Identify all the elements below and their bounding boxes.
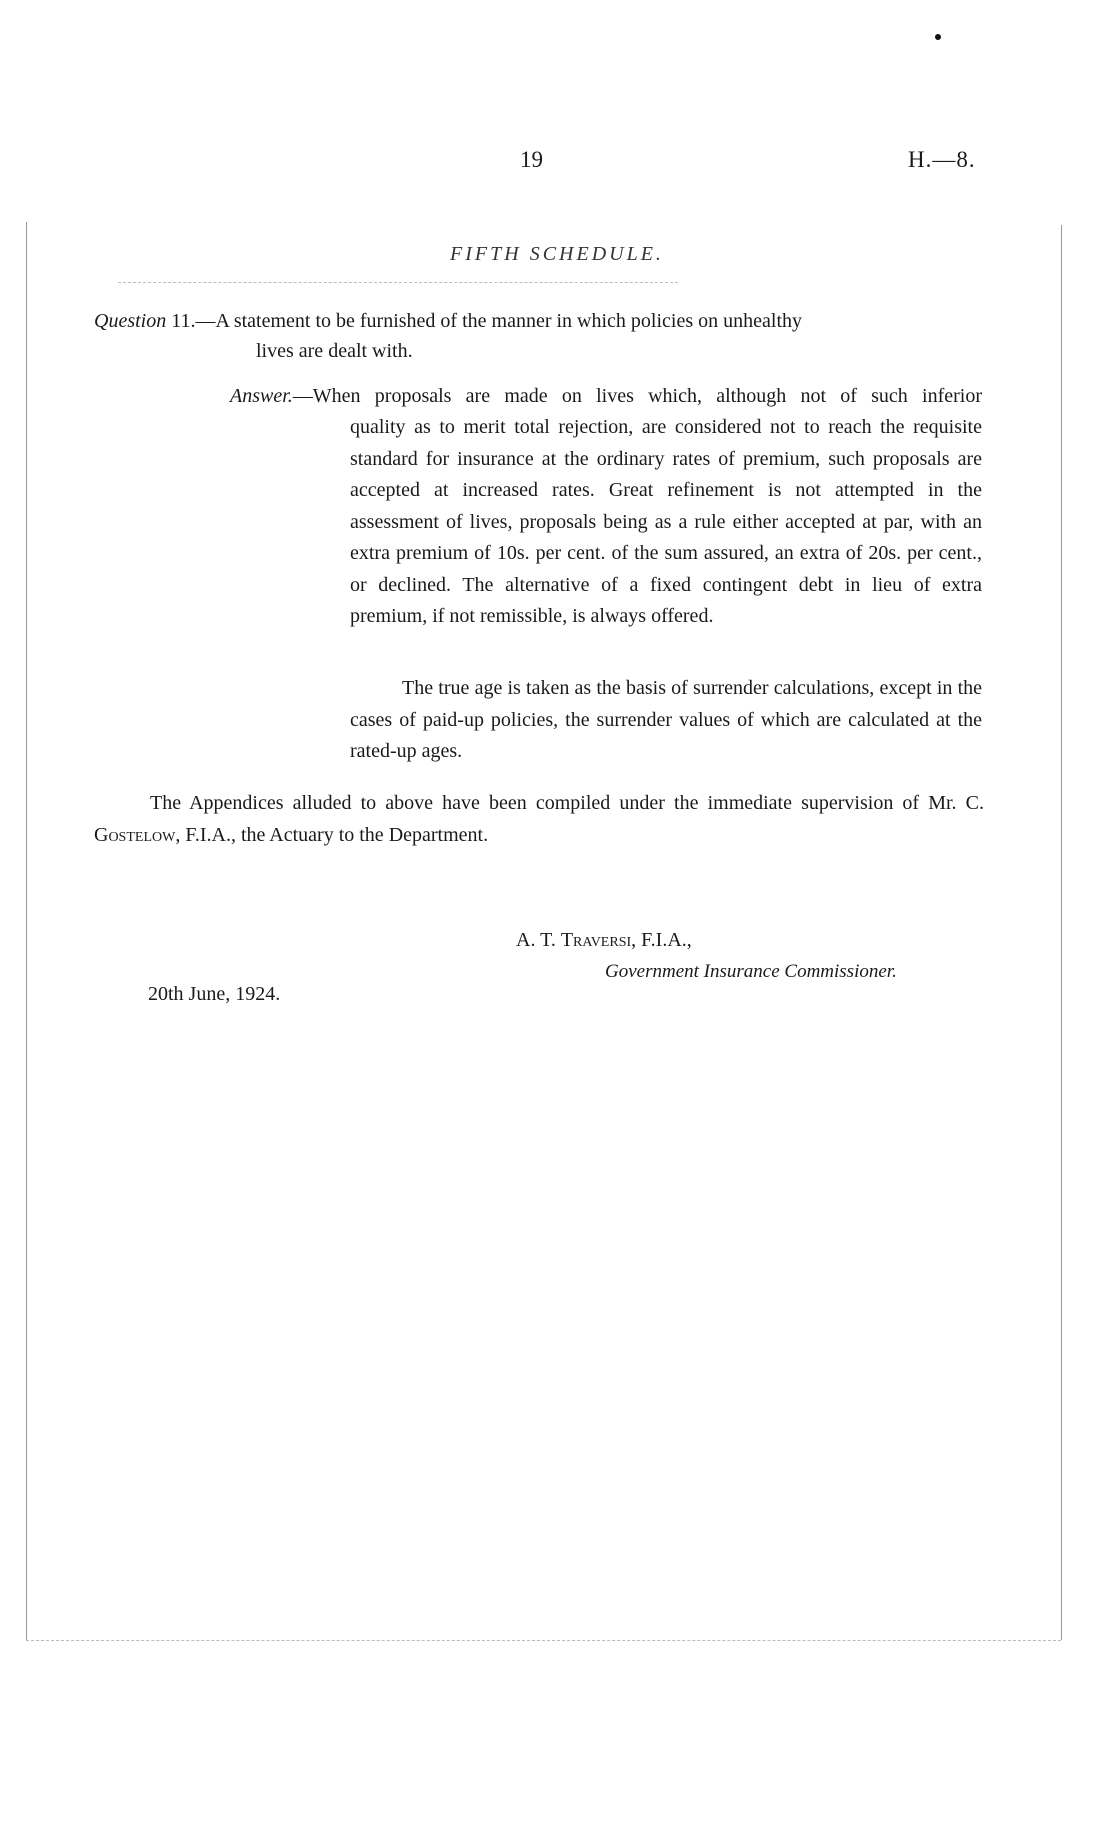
- page-number: 19: [520, 147, 543, 172]
- left-margin-rule: [26, 222, 27, 1640]
- question-first-line: [94, 306, 984, 336]
- signatory-suffix: , F.I.A.,: [631, 929, 692, 951]
- actuary-name: Gostelow: [94, 823, 176, 846]
- signatory-title: Government Insurance Commissioner.: [605, 961, 897, 982]
- answer-first-line: [230, 381, 982, 413]
- question-block: [94, 306, 984, 366]
- appendix-note: [94, 788, 984, 851]
- document-date: 20th June, 1924.: [148, 983, 281, 1005]
- title-underline-rule: [118, 282, 678, 283]
- question-text-line1: —A statement to be furnished of the manner in which policies on unhealthy: [195, 310, 803, 332]
- document-reference: H.—8.: [908, 147, 976, 172]
- answer-label: Answer.: [230, 385, 293, 407]
- signatory-name: [516, 929, 692, 952]
- question-label: Question: [94, 310, 167, 332]
- signatory-surname: Traversi: [560, 929, 632, 951]
- signatory-initials: A. T.: [516, 929, 561, 951]
- stray-ink-dot: [935, 34, 941, 40]
- answer-body: quality as to merit total rejection, are considered not to reach the requisite standard for insurance at the ordinary rates of premium, such proposals are accepted at increased rates. Great refinement is not attempted in the assessment of lives, proposals being as a rule either accepted at par, with an extra premium of 10s. per cent. of the sum assured, an extra of 20s. per cent., or declined. The alternative of a fixed contingent debt in lieu of extra premium, if not remissible, is always offered.: [350, 416, 982, 627]
- question-text-line2: lives are dealt with.: [256, 340, 413, 362]
- right-margin-rule: [1061, 225, 1062, 1640]
- answer-first-line-text: —When proposals are made on lives which, although not of such inferior: [292, 385, 982, 407]
- schedule-title: FIFTH SCHEDULE.: [450, 243, 664, 265]
- question-label-group: [94, 306, 802, 336]
- bottom-margin-rule: [26, 1640, 1061, 1641]
- appendix-note-text: The Appendices alluded to above have been compiled under the immediate supervision of Mr. C.: [150, 792, 984, 814]
- question-number: 11.: [171, 310, 196, 332]
- appendix-note-tail: , F.I.A., the Actuary to the Department.: [175, 823, 489, 846]
- answer-paragraph-2: The true age is taken as the basis of surrender calculations, except in the cases of paid-up policies, the surrender values of which are calculated at the rated-up ages.: [350, 677, 982, 762]
